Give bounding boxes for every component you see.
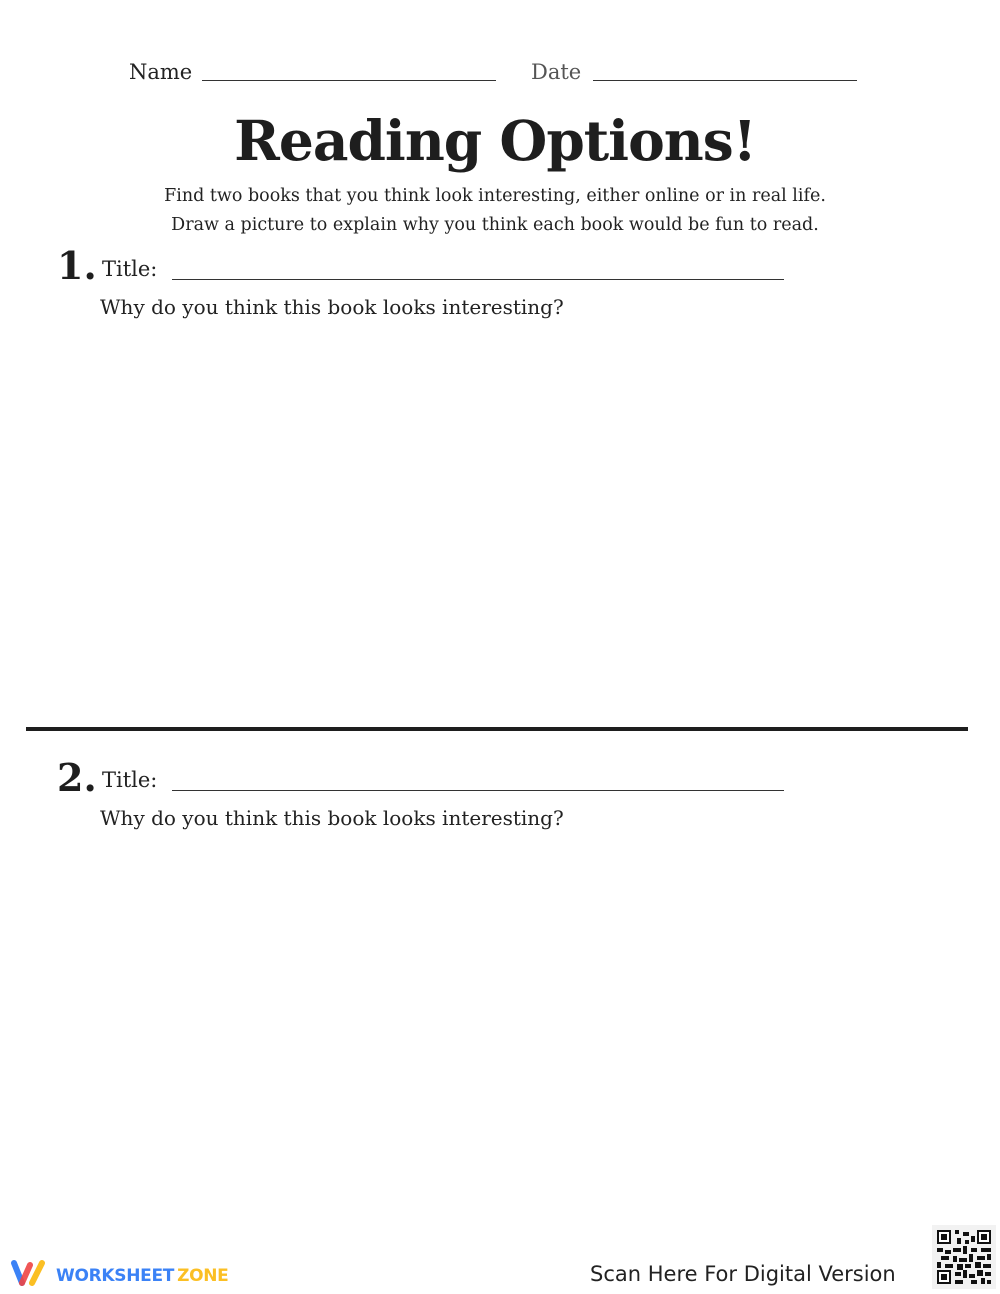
name-field[interactable] [202,62,496,81]
name-label: Name [129,60,193,84]
section-1-question: Why do you think this book looks interesting? [100,295,564,319]
section-1-title-field[interactable] [172,262,784,280]
section-2-number: 2. [57,755,97,800]
section-2-drawing-area[interactable] [26,842,968,1212]
worksheet-zone-logo [10,1259,228,1292]
section-divider [26,727,968,731]
section-1-drawing-area[interactable] [26,330,968,720]
page-title: Reading Options! [234,108,756,173]
date-field[interactable] [593,62,857,81]
instructions-line-2: Draw a picture to explain why you think each book would be fun to read. [171,215,819,235]
section-1-title-label: Title: [102,257,158,281]
section-2-question: Why do you think this book looks interesting? [100,806,564,830]
section-1-number: 1. [57,243,97,288]
qr-code-icon[interactable] [932,1225,996,1289]
logo-text-worksheet: WORKSHEET [56,1265,175,1286]
section-2-title-label: Title: [102,768,158,792]
date-label: Date [531,60,582,84]
instructions-line-1: Find two books that you think look interesting, either online or in real life. [164,186,826,206]
scan-text: Scan Here For Digital Version [590,1262,896,1286]
logo-w-icon [10,1259,48,1292]
logo-text-zone: ZONE [177,1265,229,1286]
section-2-title-field[interactable] [172,773,784,791]
